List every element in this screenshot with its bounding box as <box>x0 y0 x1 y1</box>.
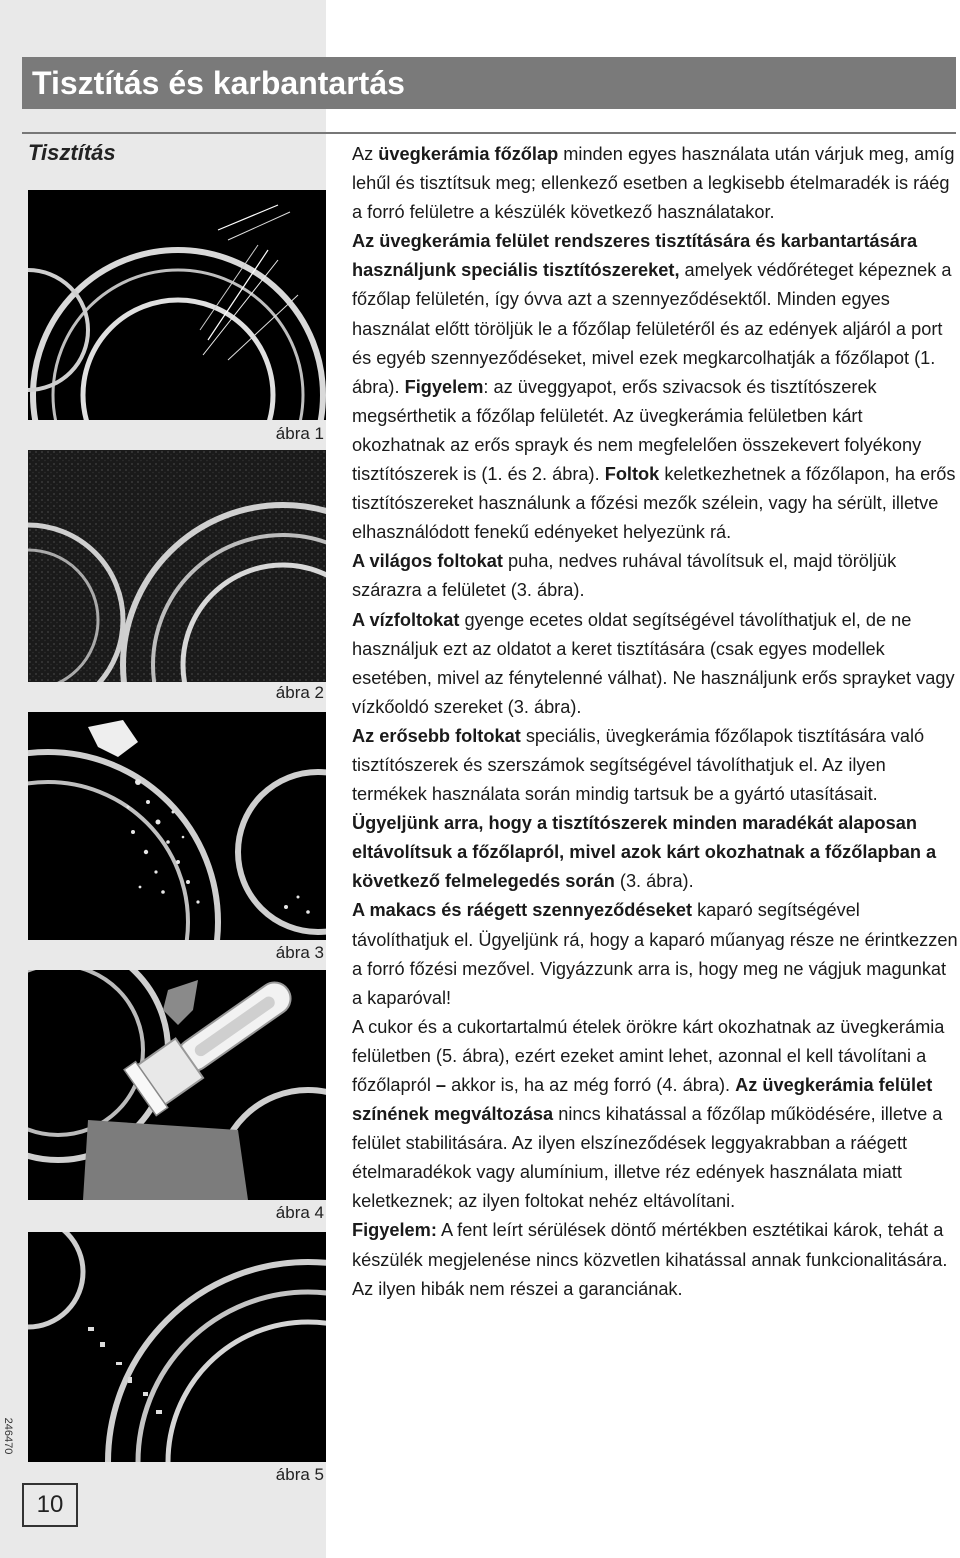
figure-5-drawing <box>28 1232 326 1462</box>
text-run: : az üveggyapot, erős szivacsok és tisztítószerek megsérthetik a főzőlap felületét. Az üvegkerámia felületben kárt okozhatnak az erős sprayk és nem megfelelően összekevert folyékony tisztítószerek is (1. és 2. ábra). <box>352 376 922 485</box>
bold-run: Ügyeljünk arra, hogy a tisztítószerek minden maradékát alaposan eltávolítsuk a főzőlapról, mivel azok kárt okozhatnak a főzőlapban a következő felmelegedés során <box>352 813 937 892</box>
bold-run: Figyelem <box>404 376 484 397</box>
figure-3-drawing <box>28 712 326 940</box>
bold-run: Az üvegkerámia felület színének megváltozása <box>352 1075 933 1125</box>
bold-run: Az üvegkerámia felület rendszeres tisztítására és karbantartására használjunk speciális tisztítószereket, <box>352 231 918 281</box>
text-run: Az <box>352 144 379 164</box>
text-run: kaparó segítségével távolíthatjuk el. Ügyeljünk rá, hogy a kaparó műanyag része ne érintkezzen a forró főzési mezővel. Vigyázzunk arra is, hogy meg ne vágjuk magunkat a kaparóval! <box>352 900 958 1008</box>
text-run: gyenge ecetes oldat segítségével távolíthatjuk el, de ne használjuk ezt az oldatot a keret tisztítására (csak egyes modellek esetében, mivel az fénytelenné válhat). Ne használjunk erős sprayket vagy vízkőoldó szereket (3. ábra). <box>352 609 955 717</box>
paragraph-8 <box>352 1013 958 1217</box>
paragraph-9 <box>352 1216 958 1303</box>
paragraph-6 <box>352 809 958 896</box>
figure-2-image <box>28 450 326 682</box>
figure-4-drawing <box>28 970 326 1200</box>
text-run: A cukor és a cukortartalmú ételek örökre kárt okozhatnak az üvegkerámia felületben (5. ábra), ezért ezeket amint lehet, azonnal el kell távolítani a főzőlapról <box>352 1016 945 1095</box>
paragraph-3 <box>352 547 958 605</box>
text-run: puha, nedves ruhával távolítsuk el, majd töröljük szárazra a felületet (3. ábra). <box>352 551 897 601</box>
bold-run: A világos foltokat <box>352 551 503 572</box>
body-text <box>352 140 958 1304</box>
bold-run: üvegkerámia főzőlap <box>378 144 559 164</box>
paragraph-2 <box>352 227 958 547</box>
bold-run: – <box>435 1075 447 1095</box>
text-run: akkor is, ha az még forró (4. ábra). <box>446 1075 736 1095</box>
bold-run: Figyelem: <box>352 1220 437 1241</box>
text-run: (3. ábra). <box>614 871 694 892</box>
figure-4-image <box>28 970 326 1200</box>
text-run: amelyek védőréteget képeznek a főzőlap felületén, így óvva azt a szennyeződésektől. Minden egyes használat előtt töröljük le a főzőlap felületéről és az edények aljáról a port és egyéb szennyeződéseket, mivel ezek megkarcolhatják a főzőlapot (1. ábra). <box>352 260 952 397</box>
figure-4-caption: ábra 4 <box>275 1203 324 1222</box>
text-run: A fent leírt sérülések döntő mértékben esztétikai károk, tehát a készülék megjelenése nincs közvetlen kihatással annak funkcionalitására. Az ilyen hibák nem részei a garanciának. <box>352 1220 948 1299</box>
bold-run: A makacs és ráégett szennyeződéseket <box>352 900 693 921</box>
text-run: minden egyes használata után várjuk meg, amíg lehűl és tisztítsuk meg; ellenkező esetben a legkisebb ételmaradék is ráég a forró felületre a készülék következő használatakor. <box>352 144 955 223</box>
figure-2-drawing <box>28 450 326 682</box>
section-rule-right <box>326 132 956 134</box>
figure-2-caption: ábra 2 <box>275 683 324 702</box>
page-heading: Tisztítás és karbantartás <box>22 57 956 109</box>
figure-1-drawing <box>28 190 326 420</box>
paragraph-4 <box>352 606 958 722</box>
text-run: speciális, üvegkerámia főzőlapok tisztítására való tisztítószerek és szerszámok segítségével távolíthatjuk el. Az ilyen termékek használata során mindig tartsuk be a gyártó utasításait. <box>352 725 925 805</box>
bold-run: Az erősebb foltokat <box>352 725 521 746</box>
section-rule-left <box>22 132 326 134</box>
paragraph-5 <box>352 722 958 809</box>
figure-5-caption: ábra 5 <box>275 1465 324 1484</box>
page-number: 10 <box>22 1483 78 1527</box>
bold-run: A vízfoltokat <box>352 609 460 630</box>
paragraph-1 <box>352 140 958 227</box>
figure-1-image <box>28 190 326 420</box>
paragraph-7 <box>352 896 958 1012</box>
section-title: Tisztítás <box>28 140 116 165</box>
figure-5-image <box>28 1232 326 1462</box>
figure-1-caption: ábra 1 <box>275 424 324 443</box>
document-number: 246470 <box>2 1417 14 1455</box>
figure-3-caption: ábra 3 <box>275 943 324 962</box>
figure-3-image <box>28 712 326 940</box>
text-run: keletkezhetnek a főzőlapon, ha erős tisztítószereket használunk a főzési mezők szélein, vagy ha sérült, illetve elhasználódott fenekű edényeket helyezünk rá. <box>352 464 956 543</box>
text-run: nincs kihatással a főzőlap működésére, illetve a felület stabilitására. Az ilyen elszíneződések leggyakrabban a ráégett ételmaradékok vagy alumínium, illetve réz edények használata miatt keletkeznek; az ilyen foltokat nehéz eltávolítani. <box>352 1104 943 1212</box>
bold-run: Foltok <box>604 464 660 485</box>
